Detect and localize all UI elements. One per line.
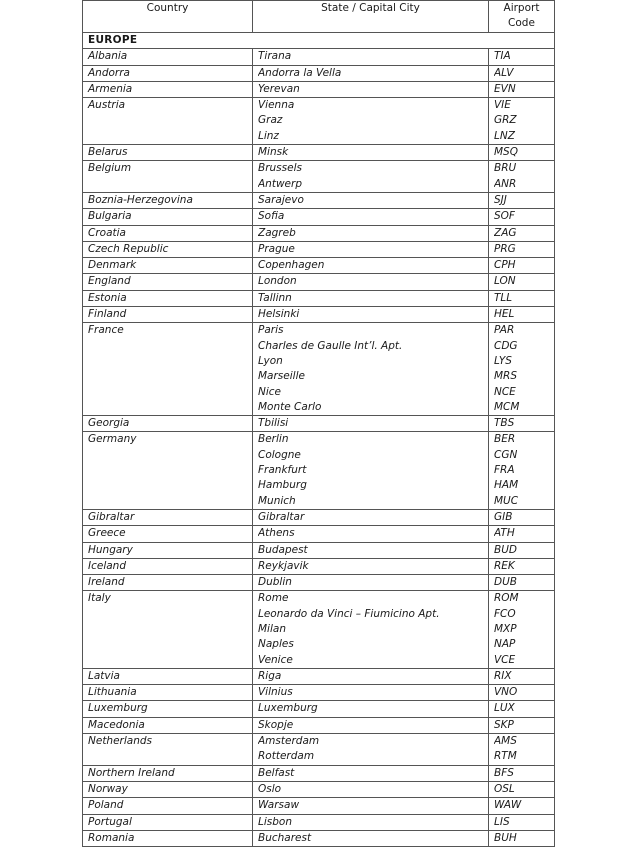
city-cell — [253, 765, 489, 781]
city-cell — [253, 814, 489, 830]
header-city: State / Capital City — [253, 1, 489, 33]
table-row — [83, 323, 555, 416]
city-cell — [253, 781, 489, 797]
city-name: Riga — [258, 669, 282, 682]
city-cell — [253, 81, 489, 97]
city-cell — [253, 432, 489, 509]
city-cell — [253, 717, 489, 733]
airport-code: NCE — [494, 385, 516, 398]
code-cell — [489, 509, 555, 525]
table-row — [83, 65, 555, 81]
code-cell — [489, 145, 555, 161]
city-cell — [253, 668, 489, 684]
city-name: Antwerp — [258, 177, 302, 190]
country-cell: Italy — [83, 591, 253, 668]
table-row — [83, 98, 555, 145]
country-cell: Gibraltar — [83, 509, 253, 525]
code-cell — [489, 765, 555, 781]
code-cell — [489, 323, 555, 416]
country-cell: Albania — [83, 49, 253, 65]
city-cell — [253, 192, 489, 208]
table-row — [83, 81, 555, 97]
table-row — [83, 765, 555, 781]
city-cell — [253, 241, 489, 257]
country-cell: Croatia — [83, 225, 253, 241]
airport-code: TIA — [494, 50, 511, 63]
header-country: Country — [83, 1, 253, 33]
city-cell — [253, 225, 489, 241]
city-cell — [253, 685, 489, 701]
airport-code: AMS — [494, 735, 517, 748]
city-name: Amsterdam — [258, 735, 320, 748]
country-cell: Poland — [83, 798, 253, 814]
country-cell: Czech Republic — [83, 241, 253, 257]
code-cell — [489, 274, 555, 290]
code-cell — [489, 558, 555, 574]
city-name: Yerevan — [258, 82, 300, 95]
airport-code: FCO — [494, 607, 516, 620]
code-cell — [489, 814, 555, 830]
code-cell — [489, 668, 555, 684]
city-cell — [253, 65, 489, 81]
city-cell — [253, 161, 489, 193]
city-name: Cologne — [258, 448, 301, 461]
airport-codes-table — [82, 0, 555, 847]
airport-code: ROM — [494, 592, 519, 605]
airport-code: LYS — [494, 354, 512, 367]
city-cell — [253, 209, 489, 225]
table-row — [83, 209, 555, 225]
city-name: London — [258, 275, 297, 288]
airport-code: BUH — [494, 831, 517, 844]
city-cell — [253, 798, 489, 814]
airport-code: HAM — [494, 479, 519, 492]
table-row — [83, 274, 555, 290]
airport-code: CPH — [494, 259, 516, 272]
code-cell — [489, 798, 555, 814]
table-row — [83, 542, 555, 558]
table-row — [83, 225, 555, 241]
city-cell — [253, 526, 489, 542]
city-name: Frankfurt — [258, 464, 307, 477]
country-cell: Georgia — [83, 416, 253, 432]
country-cell: Hungary — [83, 542, 253, 558]
country-cell: Romania — [83, 830, 253, 846]
table-row — [83, 432, 555, 509]
code-cell — [489, 65, 555, 81]
country-cell: Northern Ireland — [83, 765, 253, 781]
airport-code: MSQ — [494, 146, 518, 159]
airport-code: BFS — [494, 766, 514, 779]
table-row — [83, 49, 555, 65]
city-name: Venice — [258, 653, 293, 666]
city-name: Sarajevo — [258, 193, 304, 206]
city-name: Budapest — [258, 543, 308, 556]
city-name: Lisbon — [258, 815, 292, 828]
country-cell: Belgium — [83, 161, 253, 193]
table-row — [83, 192, 555, 208]
country-cell: Portugal — [83, 814, 253, 830]
code-cell — [489, 98, 555, 145]
city-name: Leonardo da Vinci – Fiumicino Apt. — [258, 607, 440, 620]
city-name: Munich — [258, 494, 296, 507]
airport-code: NAP — [494, 638, 516, 651]
city-name: Vienna — [258, 99, 295, 112]
city-name: Tallinn — [258, 291, 292, 304]
city-name: Milan — [258, 622, 286, 635]
table-row — [83, 509, 555, 525]
city-cell — [253, 575, 489, 591]
city-cell — [253, 290, 489, 306]
table-row — [83, 685, 555, 701]
table-row — [83, 575, 555, 591]
city-name: Brussels — [258, 162, 302, 175]
airport-code: FRA — [494, 464, 515, 477]
airport-code: GRZ — [494, 114, 517, 127]
country-cell: Denmark — [83, 258, 253, 274]
city-name: Graz — [258, 114, 283, 127]
city-name: Rotterdam — [258, 750, 315, 763]
city-name: Dublin — [258, 576, 292, 589]
city-name: Sofia — [258, 210, 285, 223]
city-name: Warsaw — [258, 799, 300, 812]
code-cell — [489, 830, 555, 846]
city-cell — [253, 558, 489, 574]
city-cell — [253, 323, 489, 416]
table-row — [83, 734, 555, 766]
country-cell: Netherlands — [83, 734, 253, 766]
airport-code: RTM — [494, 750, 517, 763]
airport-code: PRG — [494, 242, 516, 255]
country-cell: Estonia — [83, 290, 253, 306]
country-cell: Greece — [83, 526, 253, 542]
city-cell — [253, 734, 489, 766]
table-row — [83, 416, 555, 432]
country-cell: Iceland — [83, 558, 253, 574]
city-name: Luxemburg — [258, 702, 318, 715]
city-name: Charles de Gaulle Int’l. Apt. — [258, 339, 403, 352]
airport-code: EVN — [494, 82, 516, 95]
airport-code: ALV — [494, 66, 514, 79]
airport-code: DUB — [494, 576, 517, 589]
code-cell — [489, 290, 555, 306]
table-row — [83, 830, 555, 846]
airport-code: RIX — [494, 669, 512, 682]
code-cell — [489, 542, 555, 558]
city-name: Lyon — [258, 354, 283, 367]
city-name: Minsk — [258, 146, 289, 159]
city-name: Zagreb — [258, 226, 296, 239]
code-cell — [489, 526, 555, 542]
airport-code: LUX — [494, 702, 515, 715]
city-name: Reykjavik — [258, 559, 309, 572]
table-row — [83, 290, 555, 306]
city-cell — [253, 416, 489, 432]
city-cell — [253, 591, 489, 668]
airport-code: CDG — [494, 339, 518, 352]
country-cell: Armenia — [83, 81, 253, 97]
city-cell — [253, 258, 489, 274]
table-row — [83, 258, 555, 274]
country-cell: Belarus — [83, 145, 253, 161]
airport-code: MCM — [494, 400, 520, 413]
city-name: Paris — [258, 324, 284, 337]
airport-code: CGN — [494, 448, 518, 461]
header-code-line1: Airport — [503, 2, 540, 14]
code-cell — [489, 192, 555, 208]
country-cell: England — [83, 274, 253, 290]
table-row — [83, 814, 555, 830]
airport-code: SJJ — [494, 193, 507, 206]
airport-code: WAW — [494, 799, 522, 812]
code-cell — [489, 209, 555, 225]
code-cell — [489, 241, 555, 257]
table-row — [83, 526, 555, 542]
airport-code: PAR — [494, 324, 515, 337]
country-cell: Bulgaria — [83, 209, 253, 225]
table-row — [83, 781, 555, 797]
airport-code: TBS — [494, 417, 515, 430]
city-cell — [253, 274, 489, 290]
city-name: Athens — [258, 527, 295, 540]
region-row — [83, 33, 555, 49]
city-name: Tbilisi — [258, 417, 289, 430]
airport-code: ATH — [494, 527, 515, 540]
airport-code: MRS — [494, 370, 518, 383]
city-name: Hamburg — [258, 479, 307, 492]
country-cell: Andorra — [83, 65, 253, 81]
airport-code: BER — [494, 433, 516, 446]
country-cell: Austria — [83, 98, 253, 145]
city-cell — [253, 98, 489, 145]
code-cell — [489, 432, 555, 509]
airport-code: MXP — [494, 622, 517, 635]
code-cell — [489, 591, 555, 668]
airport-code: ZAG — [494, 226, 517, 239]
code-cell — [489, 416, 555, 432]
city-name: Helsinki — [258, 308, 300, 321]
city-name: Bucharest — [258, 831, 312, 844]
city-name: Monte Carlo — [258, 400, 322, 413]
table-row — [83, 591, 555, 668]
table-row — [83, 701, 555, 717]
city-cell — [253, 307, 489, 323]
table-row — [83, 558, 555, 574]
city-cell — [253, 49, 489, 65]
code-cell — [489, 781, 555, 797]
airport-code: BRU — [494, 162, 517, 175]
country-cell: Norway — [83, 781, 253, 797]
city-name: Skopje — [258, 718, 294, 731]
table-row — [83, 307, 555, 323]
airport-code: REK — [494, 559, 515, 572]
airport-code: VNO — [494, 686, 518, 699]
airport-code: VCE — [494, 653, 516, 666]
airport-code: LNZ — [494, 129, 515, 142]
city-name: Andorra la Vella — [258, 66, 342, 79]
city-name: Naples — [258, 638, 294, 651]
country-cell: France — [83, 323, 253, 416]
airport-code: LON — [494, 275, 516, 288]
code-cell — [489, 161, 555, 193]
country-cell: Germany — [83, 432, 253, 509]
airport-code: ANR — [494, 177, 517, 190]
country-cell: Macedonia — [83, 717, 253, 733]
table-row — [83, 145, 555, 161]
code-cell — [489, 225, 555, 241]
table-row — [83, 717, 555, 733]
airport-code: VIE — [494, 99, 511, 112]
code-cell — [489, 685, 555, 701]
city-name: Vilnius — [258, 686, 293, 699]
city-name: Linz — [258, 129, 279, 142]
airport-code: GIB — [494, 510, 513, 523]
country-cell: Ireland — [83, 575, 253, 591]
code-cell — [489, 717, 555, 733]
country-cell: Boznia-Herzegovina — [83, 192, 253, 208]
region-label: EUROPE — [83, 33, 555, 49]
city-cell — [253, 509, 489, 525]
table-row — [83, 668, 555, 684]
country-cell: Finland — [83, 307, 253, 323]
code-cell — [489, 734, 555, 766]
code-cell — [489, 575, 555, 591]
header-code — [489, 1, 555, 33]
header-code-line2: Code — [508, 17, 535, 30]
city-name: Oslo — [258, 782, 282, 795]
airport-code: TLL — [494, 291, 513, 304]
airport-code: SOF — [494, 210, 515, 223]
city-name: Nice — [258, 385, 282, 398]
header-row — [83, 1, 555, 33]
table-row — [83, 241, 555, 257]
airport-code: OSL — [494, 782, 515, 795]
airport-code: SKP — [494, 718, 514, 731]
city-name: Gibraltar — [258, 510, 305, 523]
code-cell — [489, 701, 555, 717]
city-name: Marseille — [258, 370, 305, 383]
city-cell — [253, 830, 489, 846]
city-name: Prague — [258, 242, 295, 255]
airport-code: LIS — [494, 815, 510, 828]
code-cell — [489, 81, 555, 97]
code-cell — [489, 49, 555, 65]
airport-code: MUC — [494, 494, 519, 507]
country-cell: Latvia — [83, 668, 253, 684]
city-name: Belfast — [258, 766, 295, 779]
table-row — [83, 798, 555, 814]
code-cell — [489, 258, 555, 274]
country-cell: Lithuania — [83, 685, 253, 701]
airport-code: BUD — [494, 543, 517, 556]
city-cell — [253, 542, 489, 558]
city-name: Tirana — [258, 50, 292, 63]
city-name: Copenhagen — [258, 259, 325, 272]
city-cell — [253, 701, 489, 717]
code-cell — [489, 307, 555, 323]
table-row — [83, 161, 555, 193]
city-name: Berlin — [258, 433, 289, 446]
airport-code: HEL — [494, 308, 515, 321]
city-cell — [253, 145, 489, 161]
country-cell: Luxemburg — [83, 701, 253, 717]
city-name: Rome — [258, 592, 289, 605]
